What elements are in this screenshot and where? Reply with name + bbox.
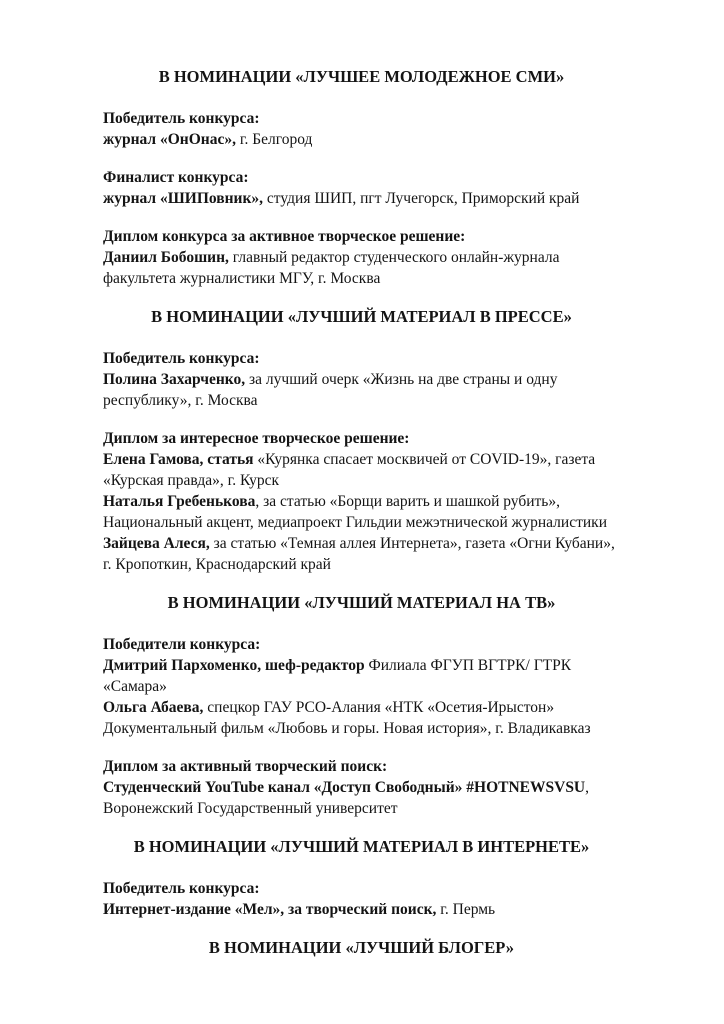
bold-text-segment: Диплом за активный творческий поиск: xyxy=(103,758,388,775)
paragraph xyxy=(103,226,620,247)
paragraph xyxy=(103,428,620,449)
blank-line xyxy=(103,819,620,836)
paragraph xyxy=(103,777,620,819)
paragraph xyxy=(103,533,620,575)
text-segment: спецкор ГАУ РСО-Алания «НТК «Осетия-Ирыстон» xyxy=(203,699,555,716)
bold-text-segment: журнал «ШИПовник», xyxy=(103,190,264,207)
paragraph xyxy=(103,167,620,188)
nomination-heading: В НОМИНАЦИИ «ЛУЧШИЙ МАТЕРИАЛ В ИНТЕРНЕТЕ» xyxy=(133,837,590,856)
paragraph xyxy=(103,348,620,369)
blank-line xyxy=(103,289,620,306)
text-segment: «Курянка спасает москвичей от COVID-19», газета «Курская правда», г. Курск xyxy=(103,451,596,489)
nomination-heading: В НОМИНАЦИИ «ЛУЧШИЙ МАТЕРИАЛ НА ТВ» xyxy=(167,593,556,612)
text-segment: г. Белгород xyxy=(235,131,313,148)
paragraph xyxy=(103,899,620,920)
nomination-heading: В НОМИНАЦИИ «ЛУЧШЕЕ МОЛОДЕЖНОЕ СМИ» xyxy=(158,67,565,86)
bold-text-segment: Полина Захарченко, xyxy=(103,371,246,388)
paragraph xyxy=(103,247,620,289)
text-segment: за лучший очерк «Жизнь на две страны и одну республику», г. Москва xyxy=(103,371,558,409)
paragraph xyxy=(103,655,620,697)
bold-text-segment: Победитель конкурса: xyxy=(103,110,260,127)
bold-text-segment: Наталья Гребенькова xyxy=(103,493,256,510)
blank-line xyxy=(103,857,620,878)
text-segment: , Воронежский Государственный университет xyxy=(103,779,590,817)
blank-line xyxy=(103,209,620,226)
text-segment: за статью «Темная аллея Интернета», газета «Огни Кубани», г. Кропоткин, Краснодарский край xyxy=(103,535,615,573)
text-segment: Документальный фильм «Любовь и горы. Новая история», г. Владикавказ xyxy=(103,720,591,737)
bold-text-segment: Победитель конкурса: xyxy=(103,880,260,897)
blank-line xyxy=(103,739,620,756)
bold-text-segment: Елена Гамова, статья xyxy=(103,451,254,468)
nomination-heading: В НОМИНАЦИИ «ЛУЧШИЙ БЛОГЕР» xyxy=(208,938,515,957)
blank-line xyxy=(103,575,620,592)
blank-line xyxy=(103,150,620,167)
bold-text-segment: Ольга Абаева, xyxy=(103,699,204,716)
paragraph xyxy=(103,634,620,655)
bold-text-segment: Зайцева Алеся, xyxy=(103,535,210,552)
text-segment: Филиала ФГУП ВГТРК/ ГТРК «Самара» xyxy=(103,657,572,695)
bold-text-segment: Диплом конкурса за активное творческое решение: xyxy=(103,228,466,245)
blank-line xyxy=(103,613,620,634)
text-segment: г. Пермь xyxy=(436,901,496,918)
bold-text-segment: Студенческий YouTube канал «Доступ Свободный» #HOTNEWSVSU xyxy=(103,779,586,796)
blank-line xyxy=(103,327,620,348)
bold-text-segment: Интернет-издание «Мел», за творческий поиск, xyxy=(103,901,437,918)
blank-line xyxy=(103,920,620,937)
paragraph xyxy=(103,369,620,411)
bold-text-segment: Финалист конкурса: xyxy=(103,169,249,186)
text-segment: , за статью «Борщи варить и шашкой рубить», Национальный акцент, медиапроект Гильдии межэтнической журналистики xyxy=(103,493,607,531)
paragraph xyxy=(103,491,620,533)
paragraph xyxy=(103,188,620,209)
paragraph xyxy=(103,697,620,739)
text-segment: студия ШИП, пгт Лучегорск, Приморский край xyxy=(263,190,580,207)
paragraph xyxy=(103,878,620,899)
bold-text-segment: Даниил Бобошин, xyxy=(103,249,229,266)
paragraph xyxy=(103,756,620,777)
bold-text-segment: Победители конкурса: xyxy=(103,636,261,653)
paragraph xyxy=(103,108,620,129)
bold-text-segment: журнал «ОнОнас», xyxy=(103,131,236,148)
paragraph xyxy=(103,129,620,150)
blank-line xyxy=(103,411,620,428)
blank-line xyxy=(103,87,620,108)
bold-text-segment: Дмитрий Пархоменко, шеф-редактор xyxy=(103,657,365,674)
bold-text-segment: Победитель конкурса: xyxy=(103,350,260,367)
text-segment: главный редактор студенческого онлайн-журнала факультета журналистики МГУ, г. Москва xyxy=(103,249,560,287)
bold-text-segment: Диплом за интересное творческое решение: xyxy=(103,430,410,447)
paragraph xyxy=(103,449,620,491)
nomination-heading: В НОМИНАЦИИ «ЛУЧШИЙ МАТЕРИАЛ В ПРЕССЕ» xyxy=(151,307,572,326)
